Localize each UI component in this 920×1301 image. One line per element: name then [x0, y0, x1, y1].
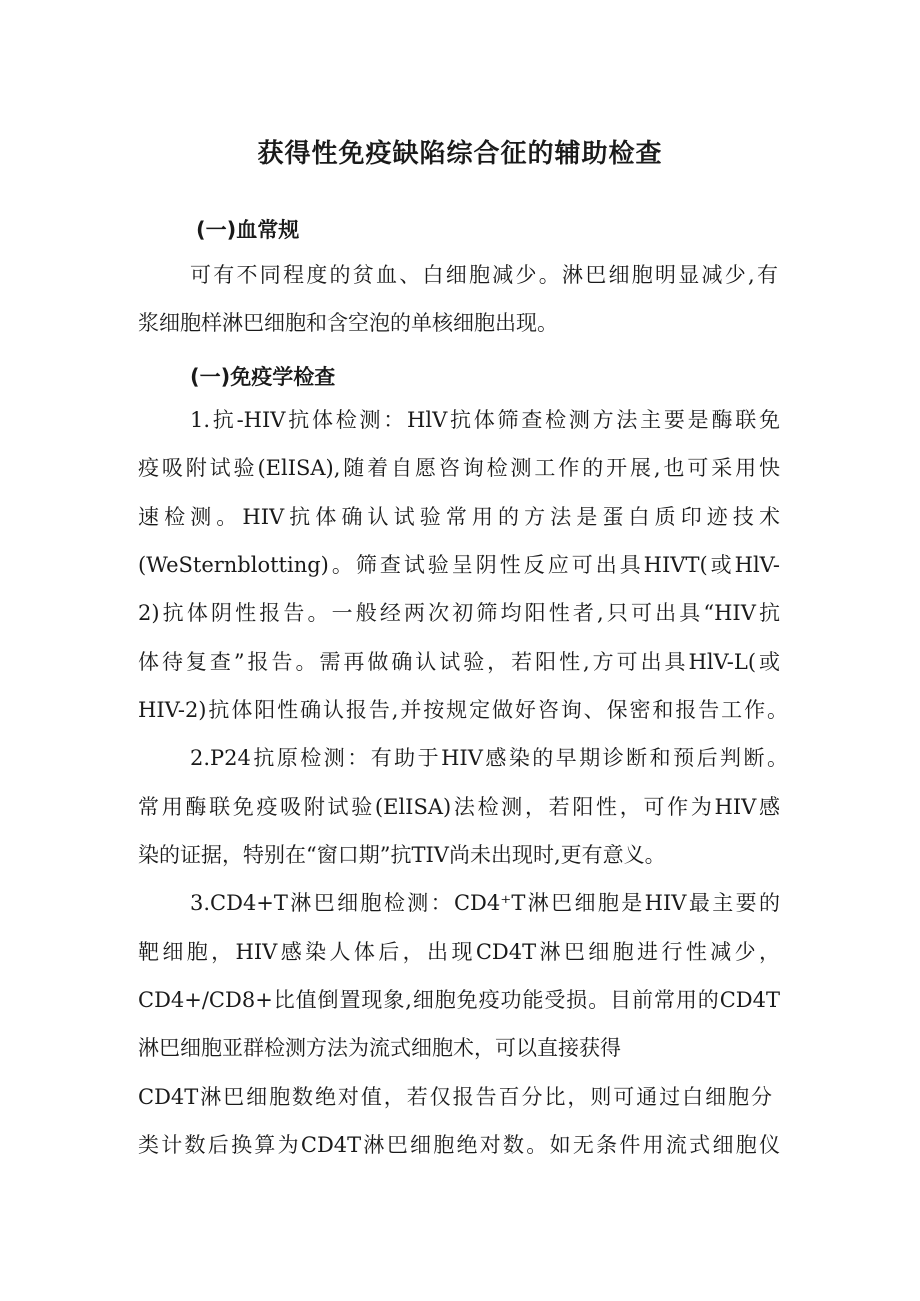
paragraph-line: 可有不同程度的贫血、白细胞减少。淋巴细胞明显减少,有 [190, 263, 778, 287]
paragraph-line: 靶细胞，HIV感染人体后，出现CD4T淋巴细胞进行性减少， [138, 940, 780, 964]
paragraph-line: 速检测。HIV抗体确认试验常用的方法是蛋白质印迹技术 [138, 505, 780, 529]
section-heading-blood-routine: (一)血常规 [196, 218, 300, 242]
paragraph-line: 2)抗体阴性报告。一般经两次初筛均阳性者,只可出具“HIV抗 [138, 601, 780, 625]
paragraph-line: 淋巴细胞亚群检测方法为流式细胞术，可以直接获得 [138, 1036, 621, 1060]
paragraph-line: 染的证据，特别在“窗口期”抗TIV尚未出现时,更有意义。 [138, 843, 666, 867]
paragraph-line: 3.CD4+T淋巴细胞检测：CD4⁺T淋巴细胞是HIV最主要的 [190, 891, 780, 915]
paragraph-line: 浆细胞样淋巴细胞和含空泡的单核细胞出现。 [138, 311, 558, 335]
paragraph-line: 1.抗-HIV抗体检测：HlV抗体筛查检测方法主要是酶联免 [190, 408, 780, 432]
paragraph-line: 体待复查”报告。需再做确认试验，若阳性,方可出具HlV-L(或 [138, 650, 780, 674]
paragraph-line: (WeSternblotting)。筛查试验呈阴性反应可出具HIVT(或HlV- [138, 553, 780, 577]
paragraph-line: CD4+/CD8+比值倒置现象,细胞免疫功能受损。目前常用的CD4T [138, 988, 780, 1012]
paragraph-line: HIV-2)抗体阳性确认报告,并按规定做好咨询、保密和报告工作。 [138, 698, 788, 722]
paragraph-line: 疫吸附试验(ElISA),随着自愿咨询检测工作的开展,也可采用快 [138, 456, 780, 480]
document-title: 获得性免疫缺陷综合征的辅助检查 [257, 139, 663, 169]
paragraph-line: 2.P24抗原检测：有助于HIV感染的早期诊断和预后判断。 [190, 746, 788, 770]
paragraph-line: CD4T淋巴细胞数绝对值，若仅报告百分比，则可通过白细胞分 [138, 1085, 772, 1109]
section-heading-immunology: (一)免疫学检查 [190, 365, 336, 389]
paragraph-line: 类计数后换算为CD4T淋巴细胞绝对数。如无条件用流式细胞仪 [138, 1133, 780, 1157]
paragraph-line: 常用酶联免疫吸附试验(ElISA)法检测，若阳性，可作为HIV感 [138, 795, 780, 819]
